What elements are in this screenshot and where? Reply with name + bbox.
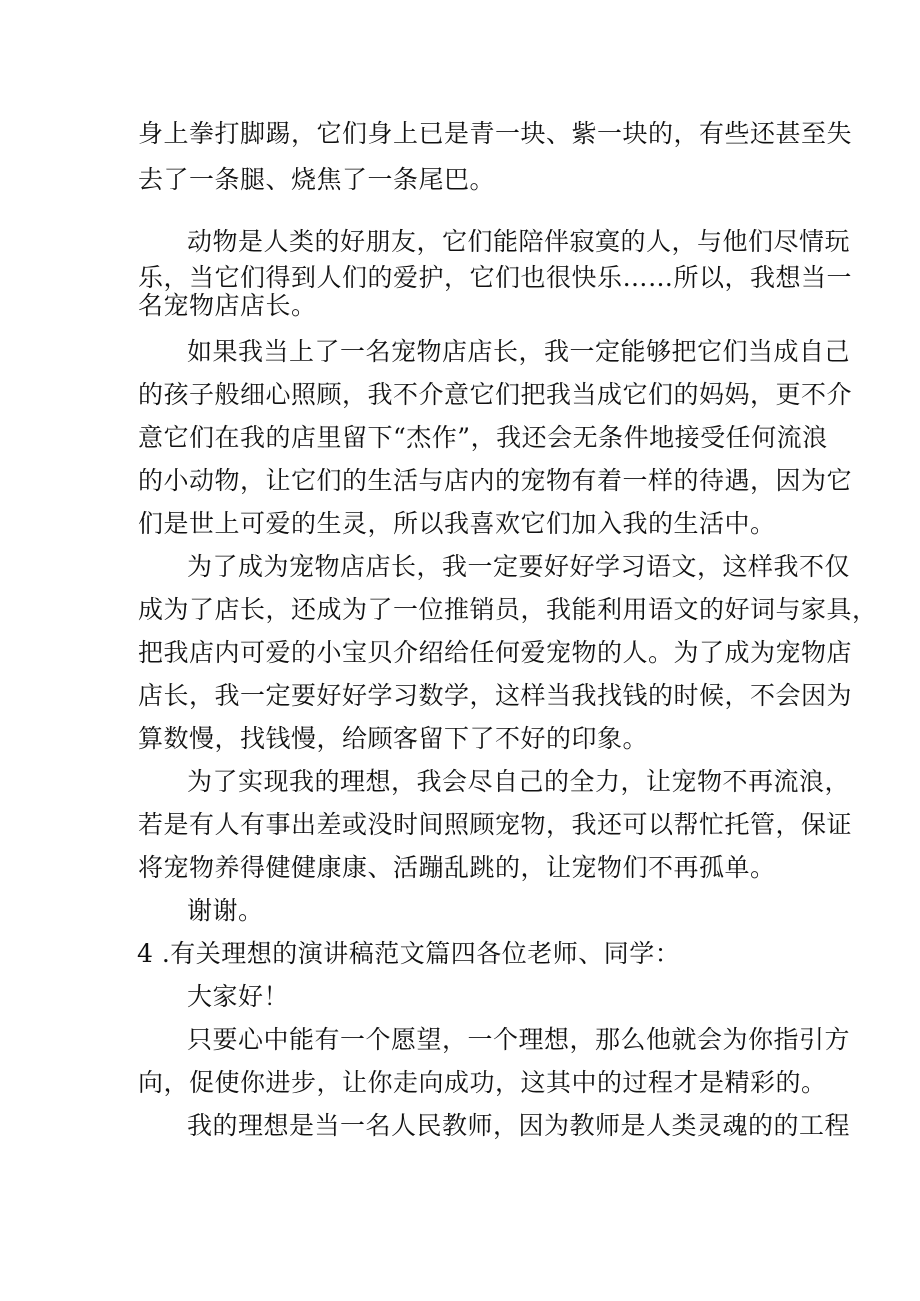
text-line: 身上拳打脚踢，它们身上已是青一块、紫一块的，有些还甚至失 bbox=[138, 119, 853, 148]
text-line: 成为了店长，还成为了一位推销员，我能利用语文的好词与家具， bbox=[138, 595, 878, 624]
text-line: 名宠物店店长。 bbox=[138, 291, 317, 320]
text-line: 的孩子般细心照顾，我不介意它们把我当成它们的妈妈，更不介 bbox=[138, 380, 853, 409]
section-heading: 4 .有关理想的演讲稿范文篇四各位老师、同学： bbox=[137, 939, 681, 968]
text-line: 若是有人有事出差或没时间照顾宠物，我还可以帮忙托管，保证 bbox=[138, 810, 853, 839]
paragraph-start-line: 如果我当上了一名宠物店店长，我一定能够把它们当成自己 bbox=[187, 337, 851, 366]
paragraph-start-line: 为了实现我的理想，我会尽自己的全力，让宠物不再流浪， bbox=[187, 767, 851, 796]
text-line: 意它们在我的店里留下“杰作”，我还会无条件地接受任何流浪 bbox=[138, 423, 828, 452]
thanks-line: 谢谢。 bbox=[187, 896, 264, 925]
paragraph-start-line: 只要心中能有一个愿望，一个理想，那么他就会为你指引方 bbox=[187, 1025, 851, 1054]
text-line: 们是世上可爱的生灵，所以我喜欢它们加入我的生活中。 bbox=[138, 509, 776, 538]
text-line: 店长，我一定要好好学习数学，这样当我找钱的时候，不会因为 bbox=[138, 681, 853, 710]
text-line: 算数慢，找钱慢，给顾客留下了不好的印象。 bbox=[138, 724, 649, 753]
text-line: 向，促使你进步，让你走向成功，这其中的过程才是精彩的。 bbox=[138, 1068, 827, 1097]
text-line: 乐，当它们得到人们的爱护，它们也很快乐……所以，我想当一 bbox=[138, 263, 853, 292]
paragraph-start-line: 动物是人类的好朋友，它们能陪伴寂寞的人，与他们尽情玩 bbox=[187, 227, 851, 256]
text-line: 的小动物，让它们的生活与店内的宠物有着一样的待遇，因为它 bbox=[138, 466, 853, 495]
text-line: 将宠物养得健健康康、活蹦乱跳的，让宠物们不再孤单。 bbox=[138, 853, 776, 882]
text-line: 去了一条腿、烧焦了一条尾巴。 bbox=[138, 165, 496, 194]
text-line: 把我店内可爱的小宝贝介绍给任何爱宠物的人。为了成为宠物店 bbox=[138, 638, 853, 667]
paragraph-start-line: 为了成为宠物店店长，我一定要好好学习语文，这样我不仅 bbox=[187, 552, 851, 581]
greeting-line: 大家好！ bbox=[187, 982, 290, 1011]
paragraph-start-line: 我的理想是当一名人民教师，因为教师是人类灵魂的的工程 bbox=[187, 1111, 851, 1140]
